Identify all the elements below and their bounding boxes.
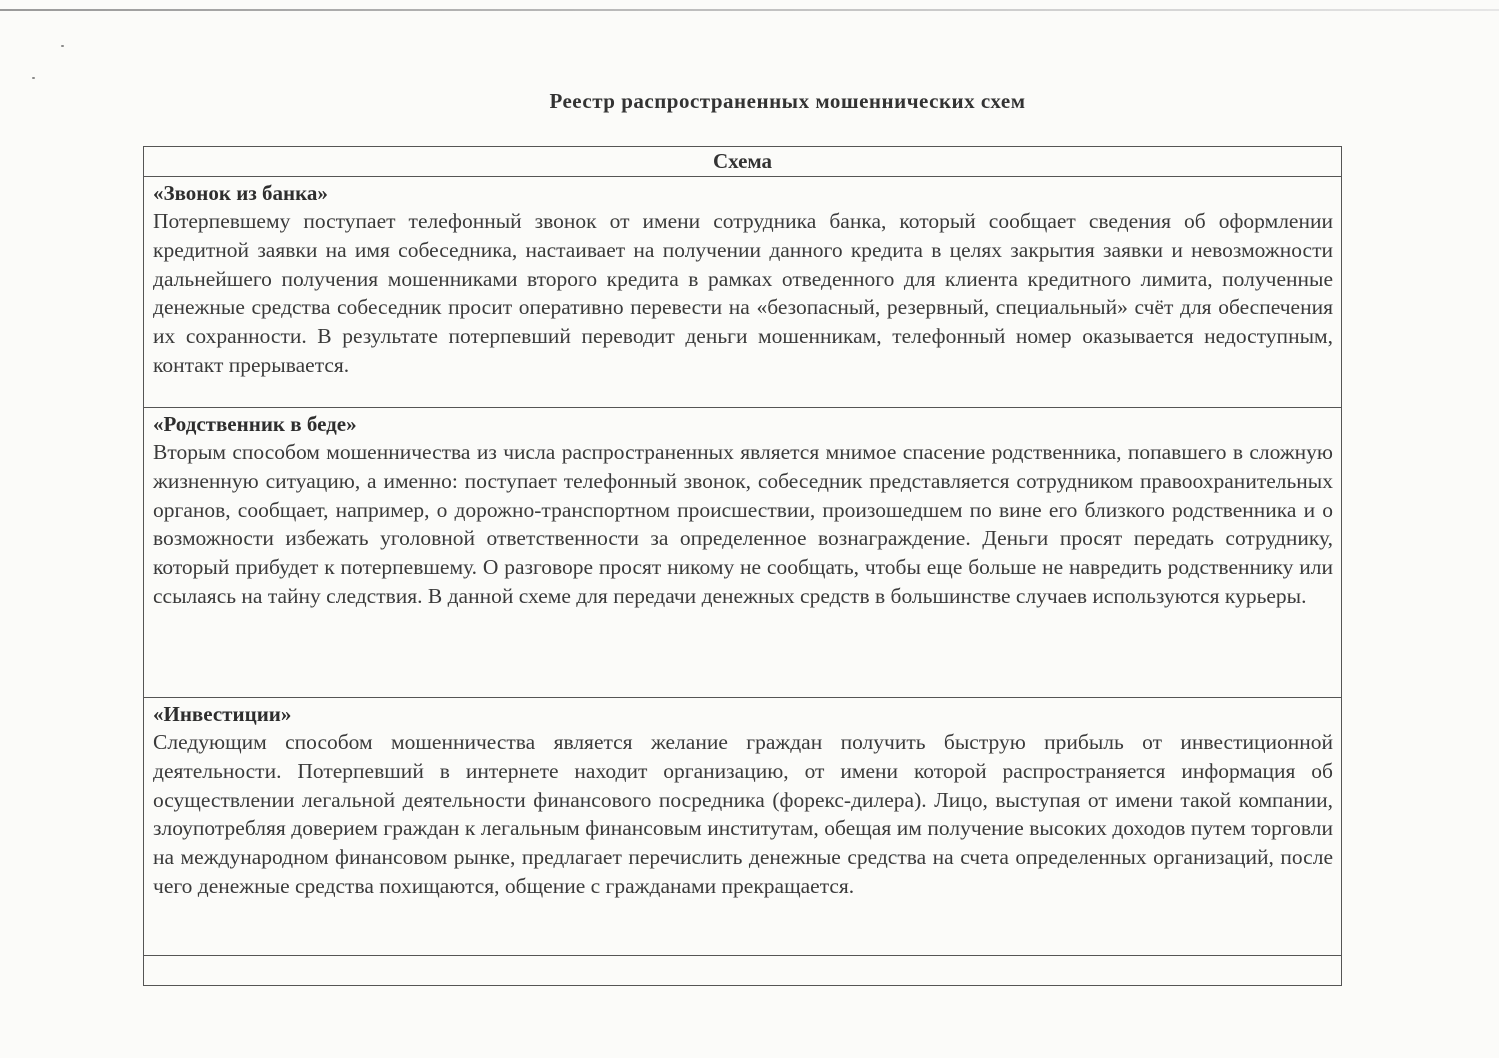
scan-edge-line xyxy=(0,9,1499,11)
scheme-title: «Родственник в беде» xyxy=(153,412,357,436)
scheme-row-investments xyxy=(144,698,1341,956)
scan-speck xyxy=(32,77,35,79)
table-header: Схема xyxy=(144,147,1341,177)
scheme-description: Потерпевшему поступает телефонный звонок от имени сотрудника банка, который сообщает сведения об оформлении кредитной заявки на имя собеседника, настаивает на получении данного кредита в целях закрытия заявки и невозможности дальнейшего получения мошенниками второго кредита в рамках отведенного для клиента кредитного лимита, полученные денежные средства собеседник просит оперативно перевести на «безопасный, резервный, специальный» счёт для обеспечения их сохранности. В результате потерпевший переводит деньги мошенникам, телефонный номер оказывается недоступным, контакт прерывается. xyxy=(153,209,1333,377)
scheme-row-bank-call xyxy=(144,177,1341,408)
scan-speck xyxy=(61,45,64,47)
scheme-title: «Звонок из банка» xyxy=(153,181,328,205)
scheme-description: Вторым способом мошенничества из числа распространенных является мнимое спасение родственника, попавшего в сложную жизненную ситуацию, а именно: поступает телефонный звонок, собеседник представляется сотрудником правоохранительных органов, сообщает, например, о дорожно-транспортном происшествии, произошедшем по вине его близкого родственника и о возможности избежать уголовной ответственности за определенное вознаграждение. Деньги просят передать сотруднику, который прибудет к потерпевшему. О разговоре просят никому не сообщать, чтобы еще больше не навредить родственнику или ссылаясь на тайну следствия. В данной схеме для передачи денежных средств в большинстве случаев используются курьеры. xyxy=(153,440,1333,608)
scheme-description: Следующим способом мошенничества является желание граждан получить быструю прибыль от инвестиционной деятельности. Потерпевший в интернете находит организацию, от имени которой распространяется информация об осуществлении легальной деятельности финансового посредника (форекс-дилера). Лицо, выступая от имени такой компании, злоупотребляя доверием граждан к легальным финансовым институтам, обещая им получение высоких доходов путем торговли на международном финансовом рынке, предлагает перечислить денежные средства на счета определенных организаций, после чего денежные средства похищаются, общение с гражданами прекращается. xyxy=(153,730,1333,898)
scheme-title: «Инвестиции» xyxy=(153,702,292,726)
schemes-table xyxy=(143,146,1342,986)
scheme-row-relative-in-trouble xyxy=(144,408,1341,698)
document-title: Реестр распространенных мошеннических схем xyxy=(549,89,1026,113)
empty-table-row xyxy=(144,956,1341,984)
